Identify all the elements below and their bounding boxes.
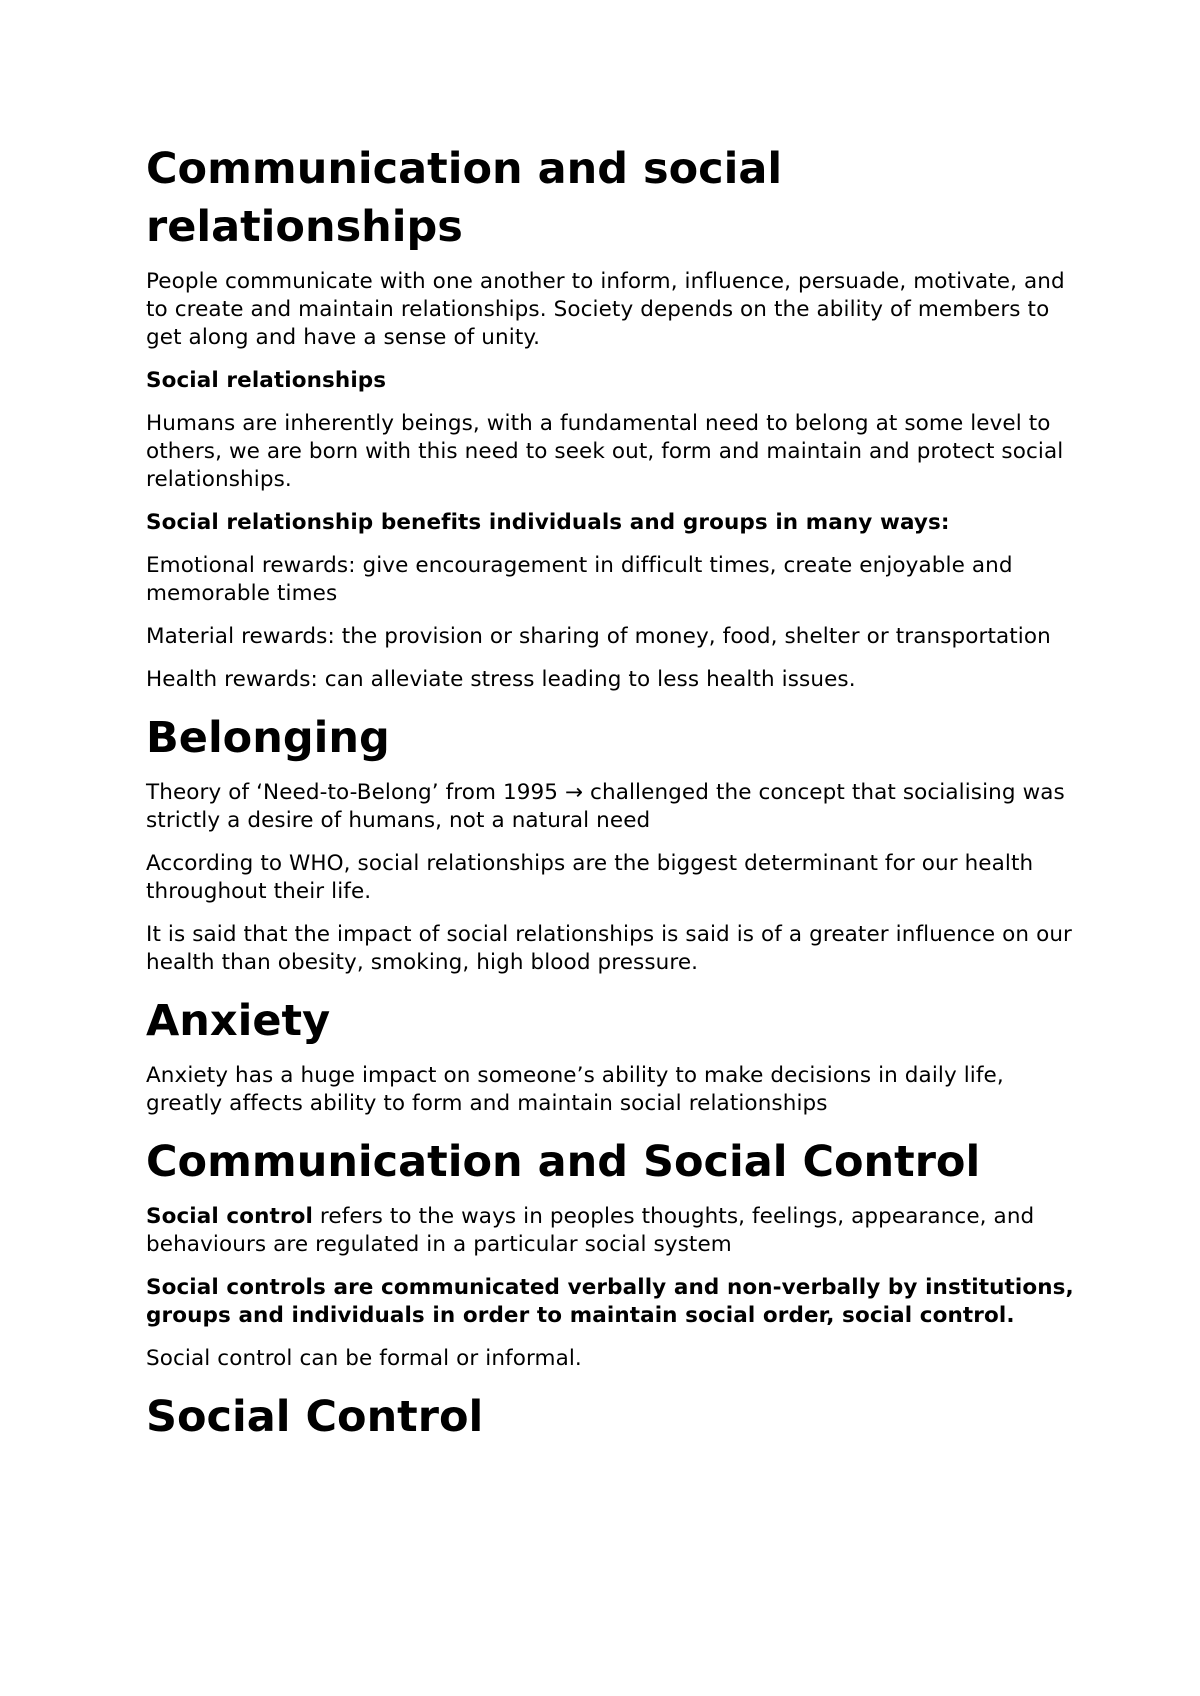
- document-page: [146, 140, 1076, 1446]
- formal-informal-paragraph: Social control can be formal or informal.: [146, 1346, 582, 1371]
- humans-paragraph: Humans are inherently beings, with a fundamental need to belong at some level to others, we are born with this need to seek out, form and maintain and protect social relationships.: [146, 411, 1064, 492]
- health-rewards-paragraph: Health rewards: can alleviate stress leading to less health issues.: [146, 667, 856, 692]
- who-paragraph: According to WHO, social relationships are the biggest determinant for our health throughout their life.: [146, 851, 1034, 904]
- social-control-term: Social control: [146, 1204, 313, 1229]
- heading-communication-social-control: Communication and Social Control: [146, 1137, 981, 1187]
- controls-communicated-paragraph: Social controls are communicated verbally and non-verbally by institutions, groups and individuals in order to maintain social order, social control.: [146, 1275, 1074, 1328]
- social-control-definition-text: refers to the ways in peoples thoughts, feelings, appearance, and behaviours are regulated in a particular social system: [146, 1204, 1035, 1257]
- benefits-heading: Social relationship benefits individuals and groups in many ways:: [146, 510, 950, 535]
- heading-communication-social-relationships: Communication and social relationships: [146, 144, 783, 252]
- heading-social-control: Social Control: [146, 1392, 484, 1442]
- heading-anxiety: Anxiety: [146, 996, 331, 1046]
- social-control-definition: [146, 1203, 1076, 1259]
- subheading-social-relationships: Social relationships: [146, 368, 387, 393]
- anxiety-paragraph: Anxiety has a huge impact on someone’s ability to make decisions in daily life, greatly affects ability to form and maintain social relationships: [146, 1063, 1004, 1116]
- impact-paragraph: It is said that the impact of social relationships is said is of a greater influence on our health than obesity, smoking, high blood pressure.: [146, 922, 1072, 975]
- material-rewards-paragraph: Material rewards: the provision or sharing of money, food, shelter or transportation: [146, 624, 1051, 649]
- intro-paragraph: People communicate with one another to inform, influence, persuade, motivate, and to create and maintain relationships. Society depends on the ability of members to get along and have a sense of unity.: [146, 269, 1065, 350]
- theory-paragraph: Theory of ‘Need-to-Belong’ from 1995 → challenged the concept that socialising was strictly a desire of humans, not a natural need: [146, 780, 1065, 833]
- heading-belonging: Belonging: [146, 713, 390, 763]
- emotional-rewards-paragraph: Emotional rewards: give encouragement in difficult times, create enjoyable and memorable times: [146, 553, 1013, 606]
